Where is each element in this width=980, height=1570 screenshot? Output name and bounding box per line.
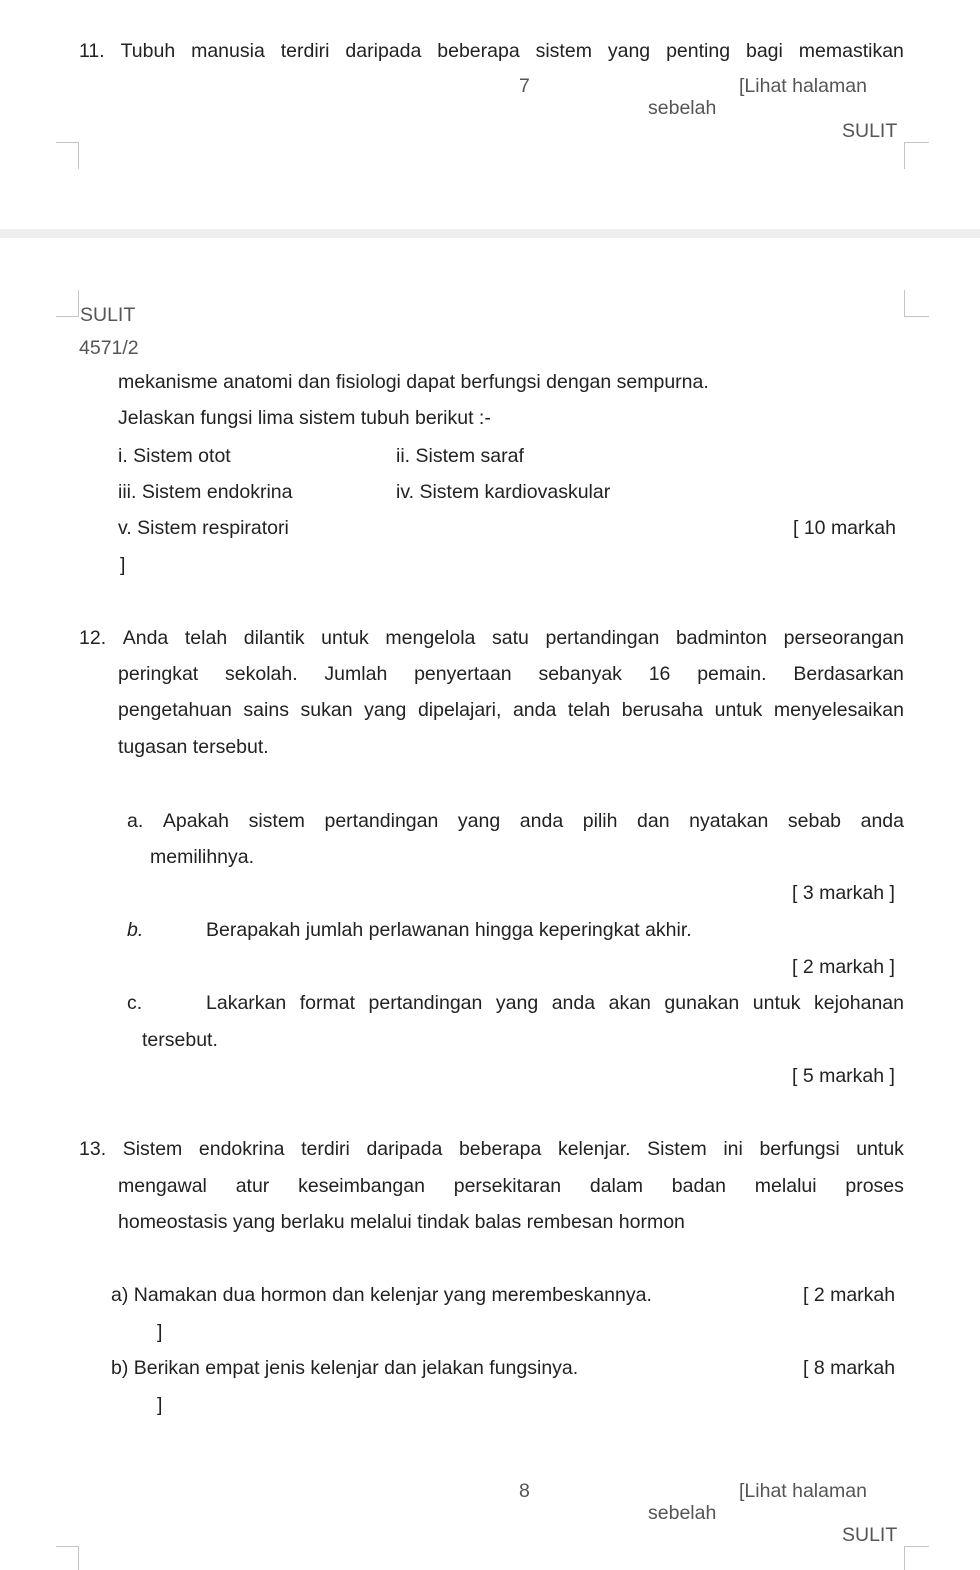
q13b-marks: [ 8 markah (803, 1357, 896, 1379)
q12a-marks: [ 3 markah ] (792, 882, 895, 904)
q12a-text: a. Apakah sistem pertandingan yang anda pilih dan nyatakan sebab anda (127, 810, 904, 832)
q13a-marks: [ 2 markah (803, 1284, 896, 1306)
q12c-text-cont: tersebut. (142, 1029, 218, 1051)
q12-line: peringkat sekolah. Jumlah penyertaan sebanyak 16 pemain. Berdasarkan (118, 663, 904, 685)
q13a-marks-close: ] (157, 1321, 163, 1343)
system-item: ii. Sistem saraf (396, 445, 524, 467)
q13-line: 13. Sistem endokrina terdiri daripada beberapa kelenjar. Sistem ini berfungsi untuk (79, 1138, 904, 1160)
crop-mark-top-left (56, 142, 79, 169)
sulit-footer-label: SULIT (842, 1524, 898, 1546)
paper-code: 4571/2 (79, 337, 139, 359)
crop-mark-header-right (904, 290, 929, 317)
q13-line: homeostasis yang berlaku melalui tindak balas rembesan hormon (118, 1211, 685, 1233)
q12c-text: Lakarkan format pertandingan yang anda akan gunakan untuk kejohanan (206, 992, 904, 1014)
page-number: 8 (519, 1480, 530, 1502)
q12c-label: c. (127, 992, 143, 1014)
q12b-text: Berapakah jumlah perlawanan hingga keperingkat akhir. (206, 919, 692, 941)
crop-mark-header-left (56, 290, 79, 317)
q11-instruction: Jelaskan fungsi lima sistem tubuh berikut :- (118, 407, 491, 429)
next-page-label: sebelah (648, 97, 717, 119)
q12-line: pengetahuan sains sukan yang dipelajari, anda telah berusaha untuk menyelesaikan (118, 699, 904, 721)
q12a-text-cont: memilihnya. (150, 846, 255, 868)
crop-mark-bottom-right (904, 1546, 929, 1570)
system-item: i. Sistem otot (118, 445, 231, 467)
see-next-page-label: [Lihat halaman (739, 1480, 867, 1502)
q13-line: mengawal atur keseimbangan persekitaran dalam badan melalui proses (118, 1175, 904, 1197)
page-number: 7 (519, 75, 530, 97)
q11-marks-close: ] (120, 554, 126, 576)
system-item: v. Sistem respiratori (118, 517, 289, 539)
crop-mark-top-right (904, 142, 929, 169)
q13a-text: a) Namakan dua hormon dan kelenjar yang merembeskannya. (111, 1284, 652, 1306)
q13b-marks-close: ] (157, 1394, 163, 1416)
q12-line: 12. Anda telah dilantik untuk mengelola satu pertandingan badminton perseorangan (79, 627, 904, 649)
see-next-page-label: [Lihat halaman (739, 75, 867, 97)
q12b-label: b. (127, 919, 144, 941)
system-item: iii. Sistem endokrina (118, 481, 293, 503)
q11-continuation: mekanisme anatomi dan fisiologi dapat berfungsi dengan sempurna. (118, 371, 709, 393)
q12b-marks: [ 2 markah ] (792, 956, 895, 978)
sulit-header-label: SULIT (80, 304, 136, 326)
system-item: iv. Sistem kardiovaskular (396, 481, 611, 503)
q13b-text: b) Berikan empat jenis kelenjar dan jelakan fungsinya. (111, 1357, 579, 1379)
next-page-label: sebelah (648, 1502, 717, 1524)
q12-line: tugasan tersebut. (118, 736, 269, 758)
q11-marks: [ 10 markah (793, 517, 896, 539)
q12c-marks: [ 5 markah ] (792, 1065, 895, 1087)
sulit-footer-label: SULIT (842, 120, 898, 142)
q11-intro-line: 11. Tubuh manusia terdiri daripada beberapa sistem yang penting bagi memastikan (79, 40, 904, 62)
page-separator (0, 229, 980, 238)
crop-mark-bottom-left (56, 1546, 79, 1570)
